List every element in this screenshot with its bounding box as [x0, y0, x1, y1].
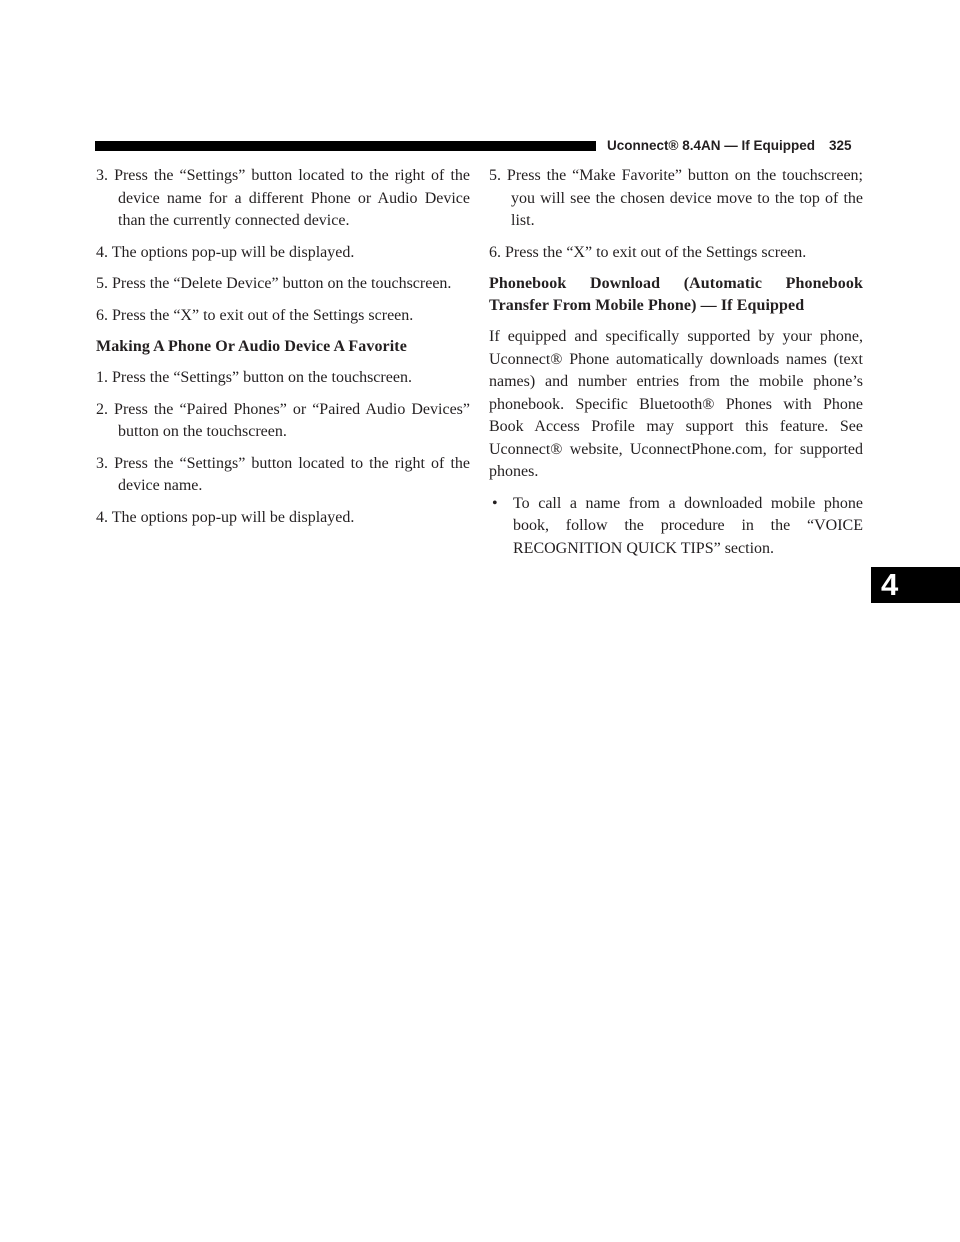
step-item: 1. Press the “Settings” button on the touchscreen.	[96, 369, 412, 386]
step-item: 3. Press the “Settings” button located to the right of the device name.	[96, 454, 470, 494]
bullet-icon: •	[492, 494, 498, 512]
section-heading: Phonebook Download (Automatic Phonebook Transfer From Mobile Phone) — If Equipped	[489, 275, 863, 314]
section-heading: Making A Phone Or Audio Device A Favorite	[96, 338, 407, 355]
bullet-text: To call a name from a downloaded mobile phone book, follow the procedure in the “VOICE RECOGNITION QUICK TIPS” section.	[513, 494, 863, 557]
step-item: 3. Press the “Settings” button located to the right of the device name for a different Phone or Audio Device than the currently connected device.	[96, 167, 470, 229]
step-item: 4. The options pop-up will be displayed.	[96, 508, 355, 526]
page-number: 325	[828, 138, 852, 153]
section-title: Uconnect® 8.4AN — If Equipped	[607, 138, 815, 153]
right-column	[489, 165, 863, 560]
step-item: 6. Press the “X” to exit out of the Settings screen.	[489, 243, 807, 261]
step-item: 5. Press the “Make Favorite” button on the touchscreen; you will see the chosen device move to the top of the list.	[489, 167, 863, 229]
left-column	[96, 165, 470, 538]
step-item: 2. Press the “Paired Phones” or “Paired Audio Devices” button on the touchscreen.	[96, 400, 470, 440]
step-item: 6. Press the “X” to exit out of the Settings screen.	[96, 306, 414, 324]
step-item: 4. The options pop-up will be displayed.	[96, 243, 355, 261]
header-rule	[95, 141, 596, 151]
running-header	[607, 137, 867, 154]
bullet-item	[489, 493, 863, 561]
chapter-tab	[871, 567, 960, 603]
body-paragraph: If equipped and specifically supported by your phone, Uconnect® Phone automatically downloads names (text names) and number entries from the mobile phone’s phonebook. Specific Bluetooth® Phones with Phone Book Access Profile may support this feature. See Uconnect® website, UconnectPhone.com, for supported phones.	[489, 328, 863, 480]
chapter-number: 4	[881, 567, 899, 602]
step-item: 5. Press the “Delete Device” button on the touchscreen.	[96, 275, 452, 292]
